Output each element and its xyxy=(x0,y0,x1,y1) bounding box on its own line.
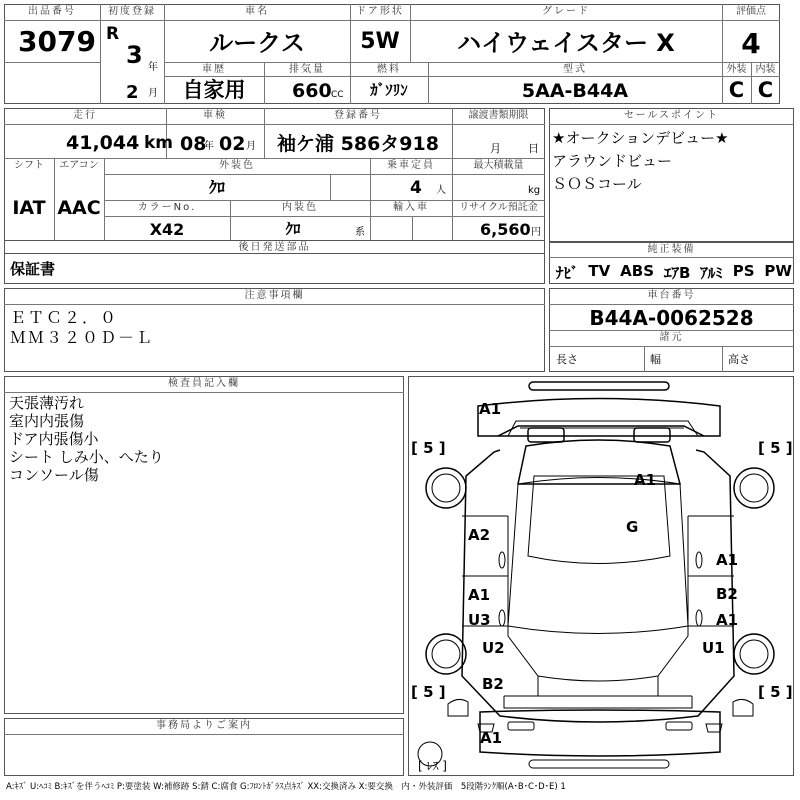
capacity-label: 乗車定員 xyxy=(387,160,435,171)
chassis-number: B44A-0062528 xyxy=(589,306,754,330)
int-color: ｸﾛ xyxy=(285,220,301,238)
dmg-left-u2: U2 xyxy=(482,639,505,657)
displacement-label: 排気量 xyxy=(289,64,325,75)
notes-line-1: ＥＴＣ２．０ xyxy=(10,308,119,327)
lot-no: 3079 xyxy=(18,25,96,58)
insp-year-unit: 年 xyxy=(204,141,214,152)
genuine-item: TV xyxy=(588,262,611,280)
year-unit: 年 xyxy=(148,62,158,73)
transfer-day: 日 xyxy=(528,142,539,155)
ext-color-label: 外装色 xyxy=(219,160,255,171)
dmg-roof-a1: A1 xyxy=(634,471,657,489)
displacement-unit: CC xyxy=(331,90,344,100)
inspector-line-3: ドア内張傷小 xyxy=(9,430,99,448)
interior-label: 内装 xyxy=(755,64,776,75)
ac: AAC xyxy=(57,197,101,219)
insp-month: 02 xyxy=(219,133,246,155)
color-no-label: カラーNo. xyxy=(137,202,197,213)
lot-no-label: 出品番号 xyxy=(28,6,76,17)
dmg-front-a1: A1 xyxy=(479,400,502,418)
inspector-label: 検査員記入欄 xyxy=(168,378,240,389)
dmg-left-a1: A1 xyxy=(468,586,491,604)
import-label: 輸入車 xyxy=(393,202,429,213)
inspector-line-2: 室内内張傷 xyxy=(9,412,85,430)
int-color-suffix: 系 xyxy=(355,227,365,238)
exterior-label: 外装 xyxy=(726,64,747,75)
chassis-label: 車台番号 xyxy=(647,290,696,301)
legend: A:ｷｽﾞ U:ﾍｺﾐ B:ｷｽﾞを伴うﾍｺﾐ P:要塗装 W:補修跡 S:錆 C:腐食 G:ﾌﾛﾝﾄｶﾞﾗｽ点ｷｽﾞ XX:交換済み X:要交換 内・外装評価 5段階ﾗﾝｸ順(A･B･C･D･E) 1 xyxy=(6,782,566,792)
tire-rl: [ 5 ] xyxy=(411,683,446,701)
insp-year: 08 xyxy=(180,133,207,155)
notes-line-2: ＭＭ３２０Ｄ－Ｌ xyxy=(10,328,155,347)
tire-rr: [ 5 ] xyxy=(758,683,793,701)
ext-color: ｸﾛ xyxy=(208,178,225,197)
dmg-right-a1: A1 xyxy=(716,611,739,629)
door: 5W xyxy=(360,29,400,54)
sales-point-3: ＳＯＳコール xyxy=(552,175,642,193)
sales-point-2: アラウンドビュー xyxy=(552,152,673,170)
insp-month-unit: 月 xyxy=(246,141,256,152)
car-name: ルークス xyxy=(209,29,305,57)
int-color-label: 内装色 xyxy=(282,202,318,213)
era: R xyxy=(106,24,120,44)
model: 5AA-B44A xyxy=(521,80,629,102)
dmg-left-a2: A2 xyxy=(468,526,491,544)
later-parts-box xyxy=(4,240,545,284)
maxload-label: 最大積載量 xyxy=(473,160,524,171)
mileage-unit: km xyxy=(144,133,174,153)
dmg-right-a1-top: A1 xyxy=(716,551,739,569)
history-label: 車歴 xyxy=(202,64,226,75)
displacement: 660 xyxy=(292,80,332,102)
dmg-right-b2: B2 xyxy=(716,585,738,603)
dmg-left-b2: B2 xyxy=(482,675,504,693)
shift: IAT xyxy=(12,197,46,219)
tire-fr: [ 5 ] xyxy=(758,439,793,457)
genuine-item: PS xyxy=(732,262,755,280)
capacity-unit: 人 xyxy=(436,185,446,196)
dmg-left-u3: U3 xyxy=(468,611,491,629)
mileage-label: 走行 xyxy=(73,110,97,121)
transfer-month: 月 xyxy=(490,142,501,155)
sales-point-1: ★オークションデビュー★ xyxy=(552,129,729,147)
reg-month: 2 xyxy=(126,82,139,103)
maxload-unit: kg xyxy=(528,185,541,196)
tire-fl: [ 5 ] xyxy=(411,439,446,457)
score-label: 評価点 xyxy=(736,6,766,17)
spec-label: 諸元 xyxy=(659,332,684,343)
genuine-item: ﾅﾋﾞ xyxy=(556,264,579,282)
spare-tire: [ ﾚｽ ] xyxy=(418,759,447,773)
recycle-unit: 円 xyxy=(531,227,541,238)
grade-label: グレード xyxy=(542,6,590,17)
history: 自家用 xyxy=(182,78,246,102)
plate: 袖ケ浦 586タ918 xyxy=(277,133,439,155)
dmg-right-u1: U1 xyxy=(702,639,725,657)
ac-label: エアコン xyxy=(59,160,99,171)
color-no: X42 xyxy=(149,220,185,239)
fuel: ｶﾞｿﾘﾝ xyxy=(370,81,408,99)
inspection-label: 車検 xyxy=(203,110,227,121)
genuine-item: ｴｱB xyxy=(663,264,691,282)
office-label: 事務局よりご案内 xyxy=(156,720,252,731)
dmg-roof-g: G xyxy=(626,518,639,536)
spec-width: 幅 xyxy=(650,353,661,366)
fuel-label: 燃料 xyxy=(377,64,401,75)
mileage: 41,044 xyxy=(66,132,140,154)
score: 4 xyxy=(741,27,761,60)
later-parts-label: 後日発送部品 xyxy=(238,242,311,253)
dmg-rear-a1: A1 xyxy=(480,729,503,747)
interior: C xyxy=(757,78,774,102)
later-parts-value: 保証書 xyxy=(10,260,56,278)
recycle: 6,560 xyxy=(480,220,531,239)
reg-year: 3 xyxy=(126,41,143,69)
inspector-line-4: シート しみ小、へたり xyxy=(9,448,164,466)
inspector-line-1: 天張薄汚れ xyxy=(9,394,85,412)
car-diagram xyxy=(408,376,794,776)
grade: ハイウェイスター X xyxy=(457,29,675,57)
inspector-line-5: コンソール傷 xyxy=(9,466,99,484)
recycle-label: リサイクル預託金 xyxy=(459,202,538,213)
spec-height: 高さ xyxy=(728,353,750,366)
plate-label: 登録番号 xyxy=(334,110,382,121)
exterior: C xyxy=(728,78,745,102)
genuine-item: PW xyxy=(764,262,792,280)
genuine-items xyxy=(556,262,792,283)
month-unit: 月 xyxy=(148,88,158,99)
door-label: ドア形状 xyxy=(356,6,404,17)
genuine-label: 純正装備 xyxy=(647,244,696,255)
capacity: 4 xyxy=(410,178,422,198)
sales-label: セールスポイント xyxy=(623,110,720,121)
first-reg-label: 初度登録 xyxy=(108,6,156,17)
shift-label: シフト xyxy=(14,160,44,171)
model-label: 型式 xyxy=(563,64,587,75)
transfer-label: 譲渡書類期限 xyxy=(468,110,529,121)
car-name-label: 車名 xyxy=(245,6,269,17)
notes-label: 注意事項欄 xyxy=(244,290,305,301)
spec-length: 長さ xyxy=(556,353,578,366)
genuine-item: ABS xyxy=(620,262,655,280)
genuine-item: ｱﾙﾐ xyxy=(700,264,723,282)
